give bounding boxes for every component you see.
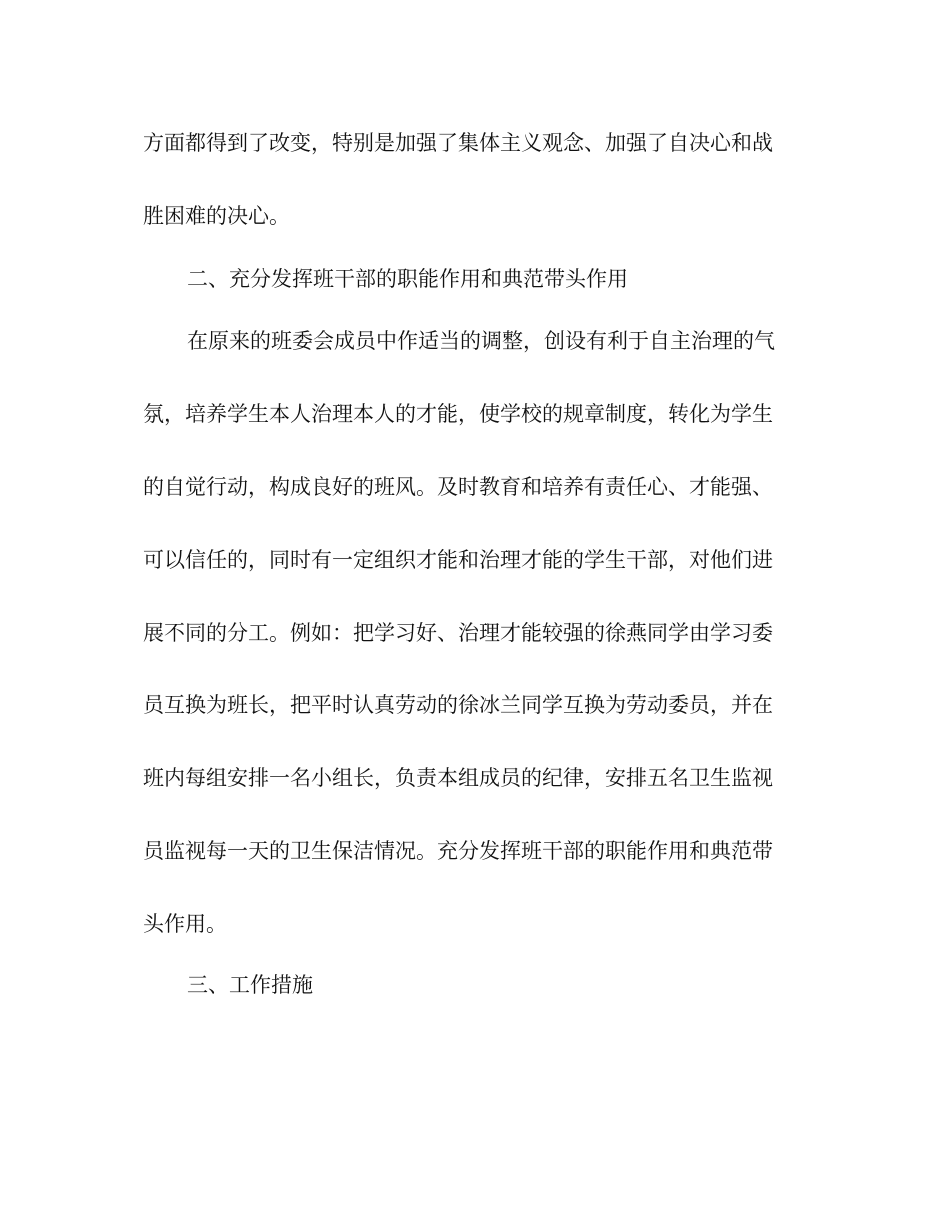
section-heading: 二、充分发挥班干部的职能作用和典范带头作用: [187, 267, 628, 291]
text-line: 员互换为班长，把平时认真劳动的徐冰兰同学互换为劳动委员，并在: [143, 693, 773, 717]
text-line: 可以信任的，同时有一定组织才能和治理才能的学生干部，对他们进: [143, 548, 773, 572]
text-line: 班内每组安排一名小组长，负责本组成员的纪律，安排五名卫生监视: [143, 766, 773, 790]
text-line: 胜困难的决心。: [143, 204, 290, 228]
text-line: 员监视每一天的卫生保洁情况。充分发挥班干部的职能作用和典范带: [143, 839, 773, 863]
text-line: 氛，培养学生本人治理本人的才能，使学校的规章制度，转化为学生: [143, 402, 773, 426]
section-heading: 三、工作措施: [187, 973, 313, 997]
text-line: 的自觉行动，构成良好的班风。及时教育和培养有责任心、才能强、: [143, 475, 773, 499]
text-line: 在原来的班委会成员中作适当的调整，创设有利于自主治理的气: [187, 329, 775, 353]
text-line: 方面都得到了改变，特别是加强了集体主义观念、加强了自决心和战: [143, 131, 773, 155]
text-line: 头作用。: [143, 912, 227, 936]
text-line: 展不同的分工。例如：把学习好、治理才能较强的徐燕同学由学习委: [143, 621, 773, 645]
